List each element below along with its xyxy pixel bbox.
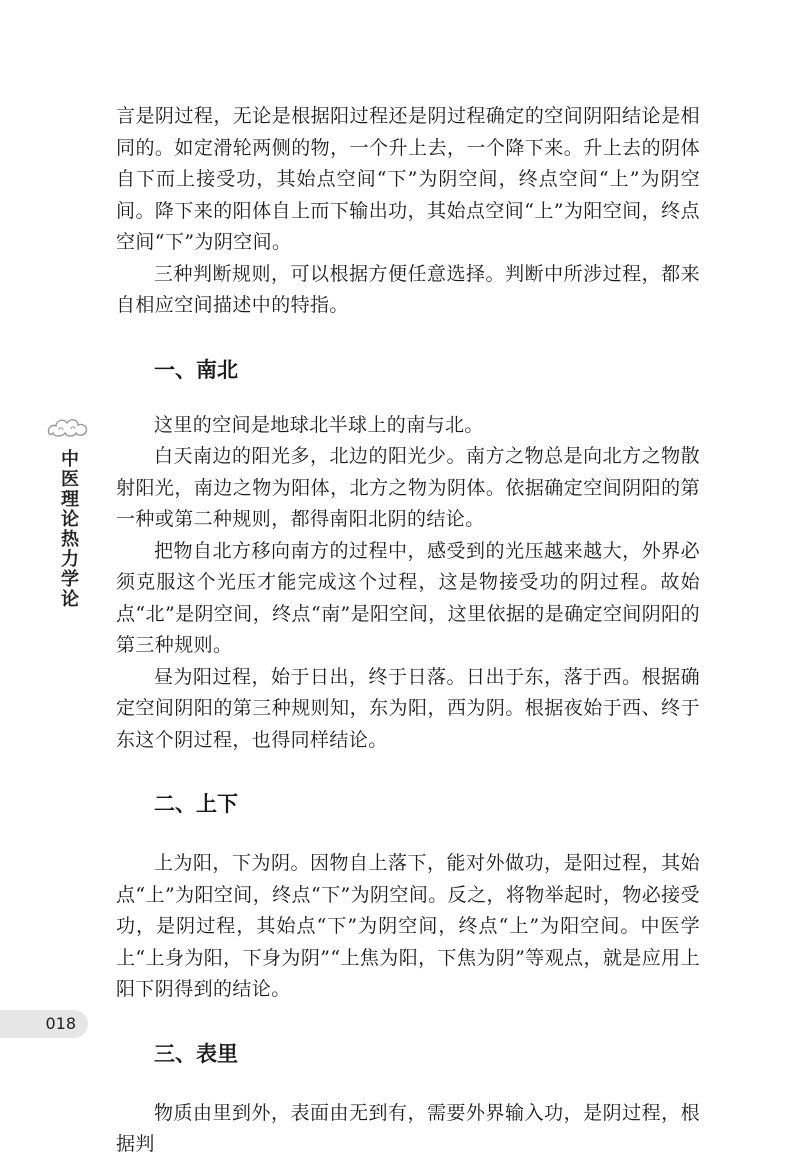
paragraph: 言是阴过程，无论是根据阳过程还是阴过程确定的空间阴阳结论是相同的。如定滑轮两侧的物，一个升上去，一个降下来。升上去的阴体自下而上接受功，其始点空间“下”为阴空间，终点空间“上”为阴空间。降下来的阳体自上而下输出功，其始点空间“上”为阳空间，终点空间“下”为阴空间。 xyxy=(116,105,700,253)
section-heading: 二、上下 xyxy=(154,792,238,816)
paragraph: 把物自北方移向南方的过程中，感受到的光压越来越大，外界必须克服这个光压才能完成这个过程，这是物接受功的阴过程。故始点“北”是阴空间，终点“南”是阳空间，这里依据的是确定空间阴阳的第三种规则。 xyxy=(116,539,700,656)
section-heading: 三、表里 xyxy=(154,1041,238,1066)
page-number-tab xyxy=(0,1010,88,1038)
paragraph: 这里的空间是地球北半球上的南与北。 xyxy=(154,413,484,436)
page-body xyxy=(116,101,700,1161)
paragraph: 白天南边的阳光多，北边的阳光少。南方之物总是向北方之物散射阳光，南边之物为阳体，北方之物为阴体。依据确定空间阴阳的第一种或第二种规则，都得南阳北阴的结论。 xyxy=(116,445,700,530)
paragraph: 昼为阳过程，始于日出，终于日落。日出于东，落于西。根据确定空间阴阳的第三种规则知，东为阳，西为阴。根据夜始于西、终于东这个阴过程，也得同样结论。 xyxy=(116,665,700,751)
page-number: 018 xyxy=(45,1014,76,1033)
book-title: 中医理论热力学论 xyxy=(58,449,79,609)
sidebar xyxy=(44,415,92,609)
section-heading: 一、南北 xyxy=(154,357,238,382)
paragraph: 三种判断规则，可以根据方便任意选择。判断中所涉过程，都来自相应空间描述中的特指。 xyxy=(116,262,700,316)
paragraph: 上为阳，下为阴。因物自上落下，能对外做功，是阳过程，其始点“上”为阳空间，终点“下”为阴空间。反之，将物举起时，物必接受功，是阴过程，其始点“下”为阴空间，终点“上”为阳空间。中医学上“上身为阳，下身为阴”“上焦为阳，下焦为阴”等观点，就是应用上阳下阴得到的结论。 xyxy=(116,852,700,1000)
auspicious-cloud-icon xyxy=(45,415,91,439)
paragraph: 物质由里到外，表面由无到有，需要外界输入功，是阴过程，根据判 xyxy=(116,1101,700,1155)
